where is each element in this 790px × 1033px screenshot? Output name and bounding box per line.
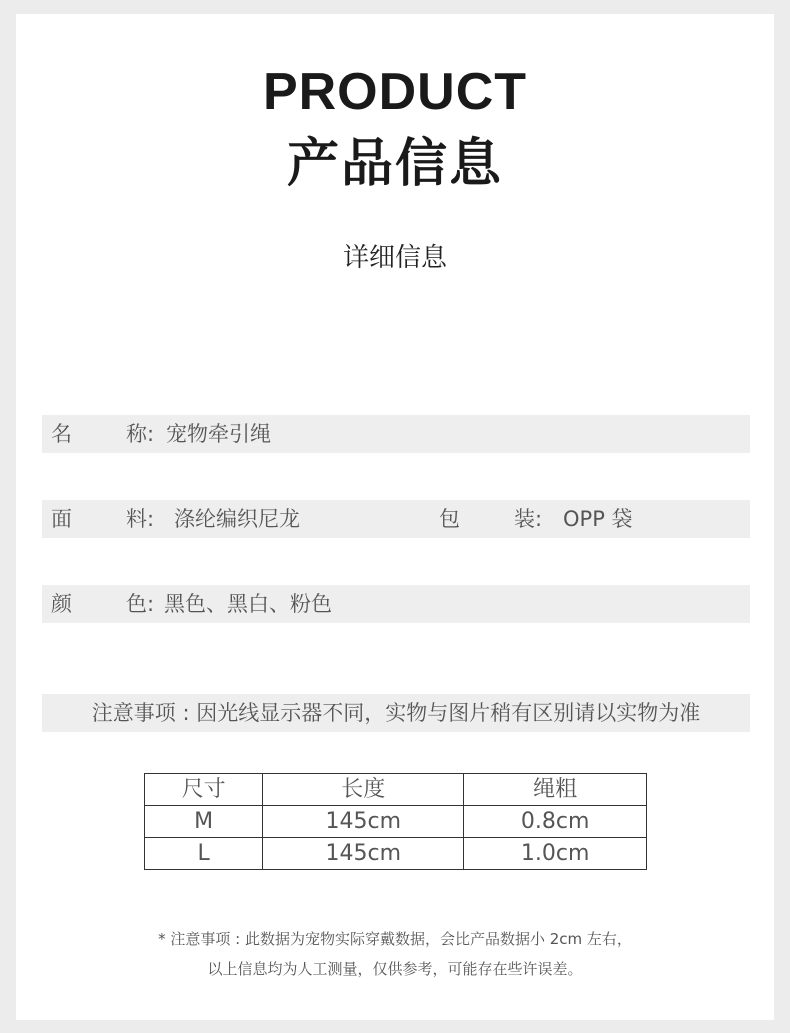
notice-banner: 注意事项 : 因光线显示器不同，实物与图片稍有区别请以实物为准 <box>42 694 750 732</box>
spec-value-name: 宠物牵引绳 <box>166 422 271 446</box>
spec-label-material-b: 料: <box>126 507 155 531</box>
spec-row-material-package <box>42 500 750 538</box>
spec-label-material-a: 面 <box>51 507 72 531</box>
page-title-chinese: 产品信息 <box>286 134 503 194</box>
size-table-header-row <box>145 774 647 806</box>
thickness-cell: 0.8cm <box>464 806 647 838</box>
length-cell: 145cm <box>263 838 464 870</box>
footnote-line-2: 以上信息均为人工测量，仅供参考，可能存在些许误差。 <box>207 960 583 978</box>
size-cell: M <box>145 806 263 838</box>
spec-label-name-a: 名 <box>51 422 72 446</box>
spec-label-package-b: 装: <box>514 507 543 531</box>
spec-row-name <box>42 415 750 453</box>
thickness-cell: 1.0cm <box>464 838 647 870</box>
size-cell: L <box>145 838 263 870</box>
table-row <box>145 806 647 838</box>
length-cell: 145cm <box>263 806 464 838</box>
size-table-header-size: 尺寸 <box>145 774 263 806</box>
spec-label-name-b: 称: <box>126 422 155 446</box>
size-table-header-length: 长度 <box>263 774 464 806</box>
spec-value-material: 涤纶编织尼龙 <box>174 507 300 531</box>
spec-label-package-a: 包 <box>439 507 460 531</box>
size-table-header-thickness: 绳粗 <box>464 774 647 806</box>
spec-label-color-a: 颜 <box>51 592 72 616</box>
footnote-line-1: * 注意事项 : 此数据为宠物实际穿戴数据，会比产品数据小 2cm 左右， <box>158 930 632 948</box>
size-table <box>144 773 647 870</box>
table-row <box>145 838 647 870</box>
spec-label-color-b: 色: <box>126 592 155 616</box>
page-title-english: PRODUCT <box>262 63 528 121</box>
spec-row-color <box>42 585 750 623</box>
spec-value-color: 黑色、黑白、粉色 <box>164 592 332 616</box>
page-subtitle: 详细信息 <box>342 243 447 273</box>
spec-value-package: OPP 袋 <box>563 507 633 531</box>
